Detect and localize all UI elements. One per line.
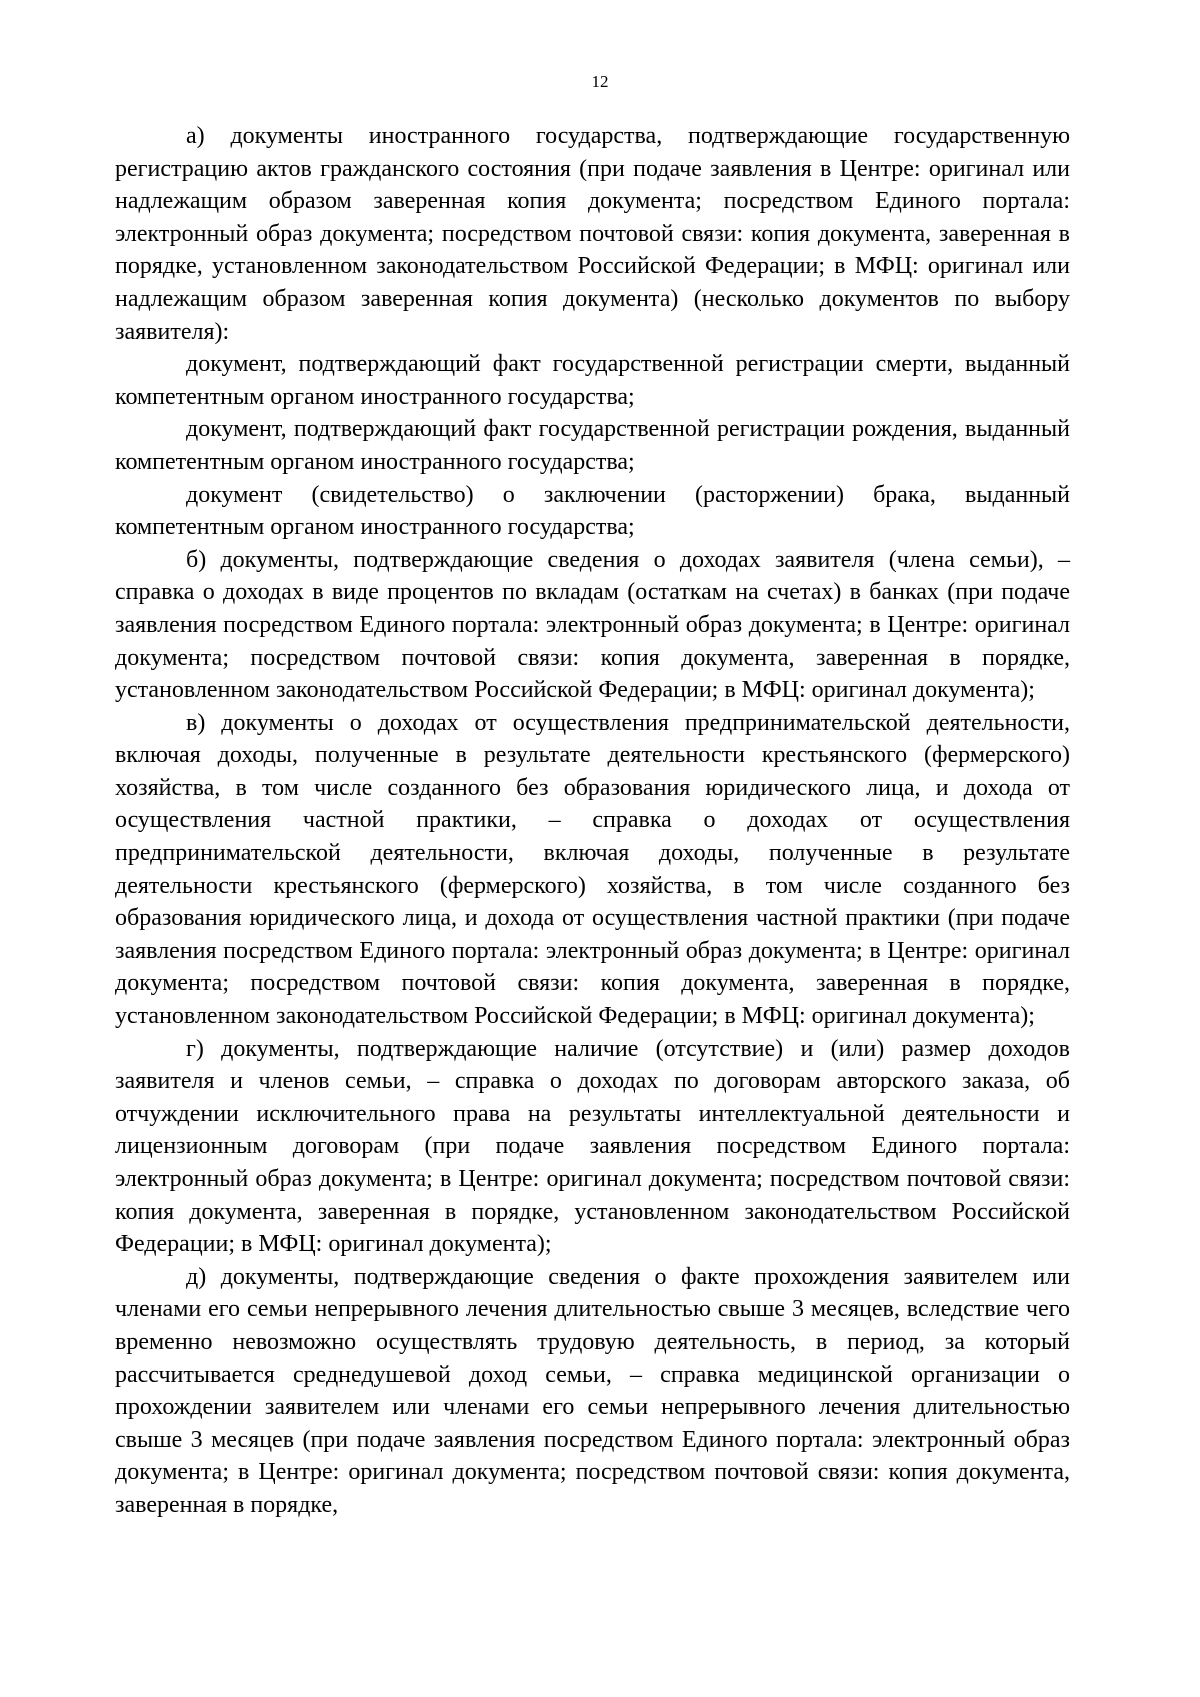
page-number: 12 (591, 72, 609, 91)
paragraph-g-income-proof: г) документы, подтверждающие наличие (отсутствие) и (или) размер доходов заявителя и членов семьи, – справка о доходах по договорам авторского заказа, об отчуждении исключительного права на результаты интеллектуальной деятельности и лицензионным договорам (при подаче заявления посредством Единого портала: электронный образ документа; в Центре: оригинал документа; посредством почтовой связи: копия документа, заверенная в порядке, установленном законодательством Российской Федерации; в МФЦ: оригинал документа); (115, 1035, 1070, 1258)
document-body (115, 120, 1070, 1522)
paragraph-death-registration: документ, подтверждающий факт государственной регистрации смерти, выданный компетентным органом иностранного государства; (115, 351, 1070, 410)
paragraph-marriage-certificate: документ (свидетельство) о заключении (расторжении) брака, выданный компетентным органом иностранного государства; (115, 481, 1070, 541)
paragraph-b-income-documents: б) документы, подтверждающие сведения о доходах заявителя (члена семьи), – справка о доходах в виде процентов по вкладам (остаткам на счетах) в банках (при подаче заявления посредством Единого портала: электронный образ документа; в Центре: оригинал документа; посредством почтовой связи: копия документа, заверенная в порядке, установленном законодательством Российской Федерации; в МФЦ: оригинал документа); (115, 546, 1070, 704)
paragraph-birth-registration: документ, подтверждающий факт государственной регистрации рождения, выданный компетентным органом иностранного государства; (115, 416, 1070, 475)
paragraph-v-business-income: в) документы о доходах от осуществления предпринимательской деятельности, включая доходы, полученные в результате деятельности крестьянского (фермерского) хозяйства, в том числе созданного без образования юридического лица, и дохода от осуществления частной практики, – справка о доходах от осуществления предпринимательской деятельности, включая доходы, полученные в результате деятельности крестьянского (фермерского) хозяйства, в том числе созданного без образования юридического лица, и дохода от осуществления частной практики (при подаче заявления посредством Единого портала: электронный образ документа; в Центре: оригинал документа; посредством почтовой связи: копия документа, заверенная в порядке, установленном законодательством Российской Федерации; в МФЦ: оригинал документа); (115, 709, 1070, 1030)
paragraph-d-treatment-documents: д) документы, подтверждающие сведения о факте прохождения заявителем или членами его семьи непрерывного лечения длительностью свыше 3 месяцев, вследствие чего временно невозможно осуществлять трудовую деятельность, в период, за который рассчитывается среднедушевой доход семьи, – справка медицинской организации о прохождении заявителем или членами его семьи непрерывного лечения длительностью свыше 3 месяцев (при подаче заявления посредством Единого портала: электронный образ документа; в Центре: оригинал документа; посредством почтовой связи: копия документа, заверенная в порядке, (115, 1263, 1070, 1518)
paragraph-a-foreign-documents: а) документы иностранного государства, подтверждающие государственную регистрацию актов гражданского состояния (при подаче заявления в Центре: оригинал или надлежащим образом заверенная копия документа; посредством Единого портала: электронный образ документа; посредством почтовой связи: копия документа, заверенная в порядке, установленном законодательством Российской Федерации; в МФЦ: оригинал или надлежащим образом заверенная копия документа) (несколько документов по выбору заявителя): (115, 123, 1070, 345)
